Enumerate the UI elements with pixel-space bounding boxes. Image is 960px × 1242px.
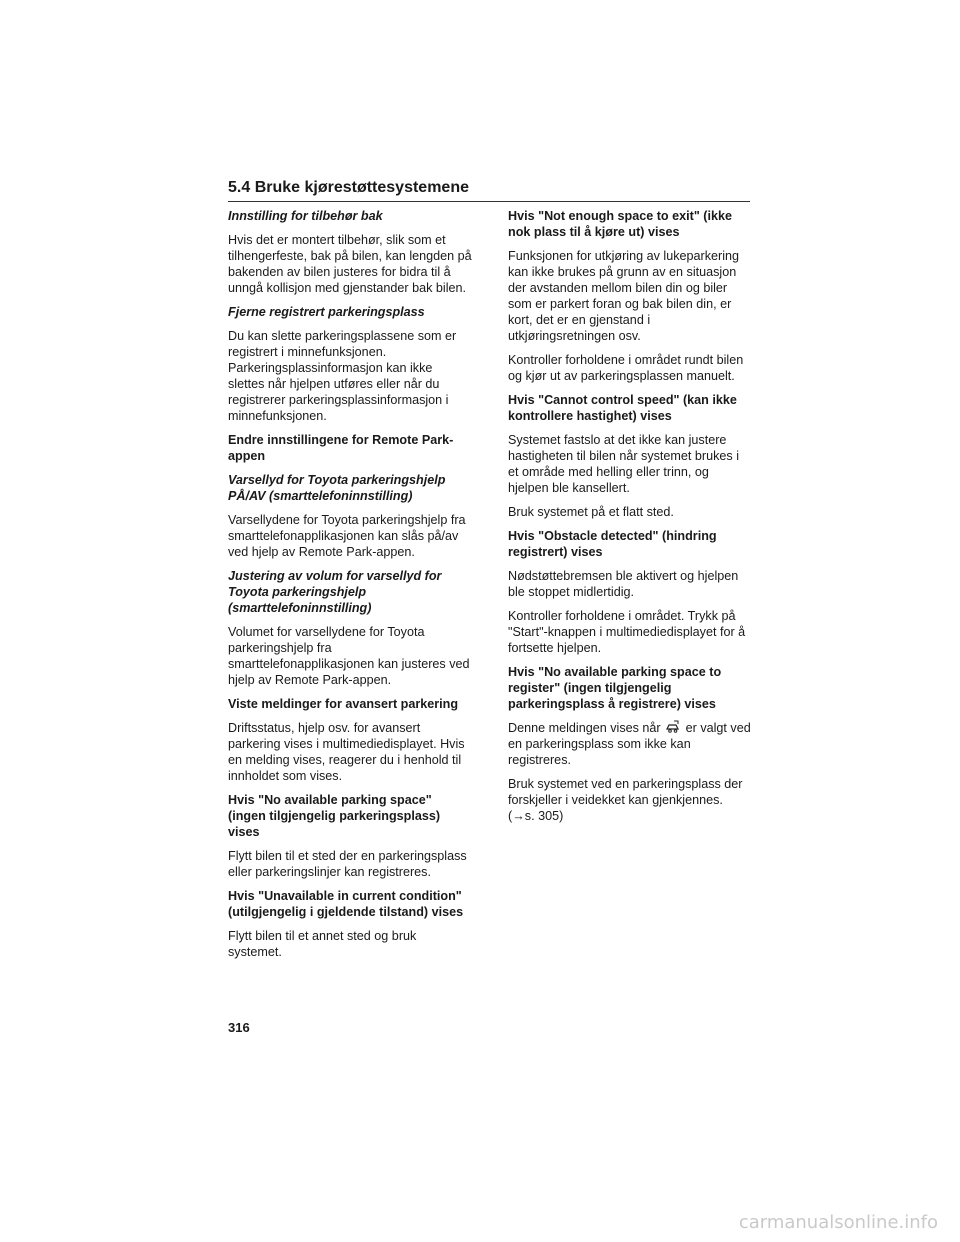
- right-column-lower: [508, 776, 752, 824]
- icon-paragraph-after: er valgt ved en parkeringsplass som ikke kan registreres.: [508, 721, 751, 767]
- subheading: Justering av volum for varsellyd for Toyota parkeringshjelp (smarttelefoninnstilling): [228, 569, 442, 615]
- subheading: Viste meldinger for avansert parkering: [228, 697, 459, 711]
- paragraph: Volumet for varsellydene for Toyota parkeringshjelp fra smarttelefonapplikasjonen kan justeres ved hjelp av Remote Park-appen.: [228, 625, 470, 687]
- paragraph: Hvis det er montert tilbehør, slik som et tilhengerfeste, bak på bilen, kan lengden på bakenden av bilen justeres for bidra til å unngå kollisjon med gjenstander bak bilen.: [228, 233, 472, 295]
- left-column: [228, 208, 472, 968]
- subheading: Hvis "No available parking space to register" (ingen tilgjengelig parkeringsplass å registrere) vises: [508, 665, 722, 711]
- subheading: Hvis "Obstacle detected" (hindring registrert) vises: [508, 529, 717, 559]
- page-number: 316: [228, 1020, 250, 1035]
- icon-paragraph: [508, 720, 752, 768]
- paragraph: Varsellydene for Toyota parkeringshjelp fra smarttelefonapplikasjonen kan slås på/av ved hjelp av Remote Park-appen.: [228, 513, 466, 559]
- paragraph: Nødstøttebremsen ble aktivert og hjelpen ble stoppet midlertidig.: [508, 569, 739, 599]
- paragraph: Driftsstatus, hjelp osv. for avansert parkering vises i multimediedisplayet. Hvis en melding vises, reagerer du i henhold til innholdet som vises.: [228, 721, 465, 783]
- paragraph: Kontroller forholdene i området. Trykk på "Start"-knappen i multimediedisplayet for å fortsette hjelpen.: [508, 609, 746, 655]
- subheading: Hvis "Unavailable in current condition" (utilgjengelig i gjeldende tilstand) vises: [228, 889, 464, 919]
- subheading: Fjerne registrert parkeringsplass: [228, 305, 425, 319]
- icon-paragraph-before: Denne meldingen vises når: [508, 721, 661, 735]
- paragraph: Bruk systemet ved en parkeringsplass der forskjeller i veidekket kan gjenkjennes. (→s. 305): [508, 777, 743, 823]
- watermark: carmanualsonline.info: [738, 1212, 938, 1233]
- paragraph: Flytt bilen til et sted der en parkeringsplass eller parkeringslinjer kan registreres.: [228, 849, 467, 879]
- section-header: 5.4 Bruke kjørestøttesystemene: [228, 179, 750, 202]
- subheading: Varsellyd for Toyota parkeringshjelp PÅ/AV (smarttelefoninnstilling): [228, 473, 446, 503]
- right-column-upper: [508, 208, 752, 712]
- subheading: Innstilling for tilbehør bak: [228, 209, 383, 223]
- paragraph: Funksjonen for utkjøring av lukeparkering kan ikke brukes på grunn av en situasjon der avstanden mellom bilen din og biler som er parkert foran og bak bilen din, er kort, det er en gjenstand i utkjøringsretningen osv.: [508, 249, 739, 343]
- paragraph: Bruk systemet på et flatt sted.: [508, 505, 674, 519]
- subheading: Hvis "No available parking space" (ingen tilgjengelig parkeringsplass) vises: [228, 793, 441, 839]
- paragraph: Flytt bilen til et annet sted og bruk systemet.: [228, 929, 417, 959]
- paragraph: Kontroller forholdene i området rundt bilen og kjør ut av parkeringsplassen manuelt.: [508, 353, 744, 383]
- paragraph: Du kan slette parkeringsplassene som er registrert i minnefunksjonen. Parkeringsplassinformasjon kan ikke slettes når hjelpen utføres eller når du registrerer parkeringsplassinformasjon i minnefunksjonen.: [228, 329, 457, 423]
- subheading: Endre innstillingene for Remote Park-appen: [228, 433, 454, 463]
- parking-register-icon: [665, 720, 681, 734]
- right-column: [508, 208, 752, 832]
- paragraph: Systemet fastslo at det ikke kan justere hastigheten til bilen når systemet brukes i et område med helling eller trinn, og hjelpen ble kansellert.: [508, 433, 740, 495]
- subheading: Hvis "Cannot control speed" (kan ikke kontrollere hastighet) vises: [508, 393, 737, 423]
- subheading: Hvis "Not enough space to exit" (ikke nok plass til å kjøre ut) vises: [508, 209, 732, 239]
